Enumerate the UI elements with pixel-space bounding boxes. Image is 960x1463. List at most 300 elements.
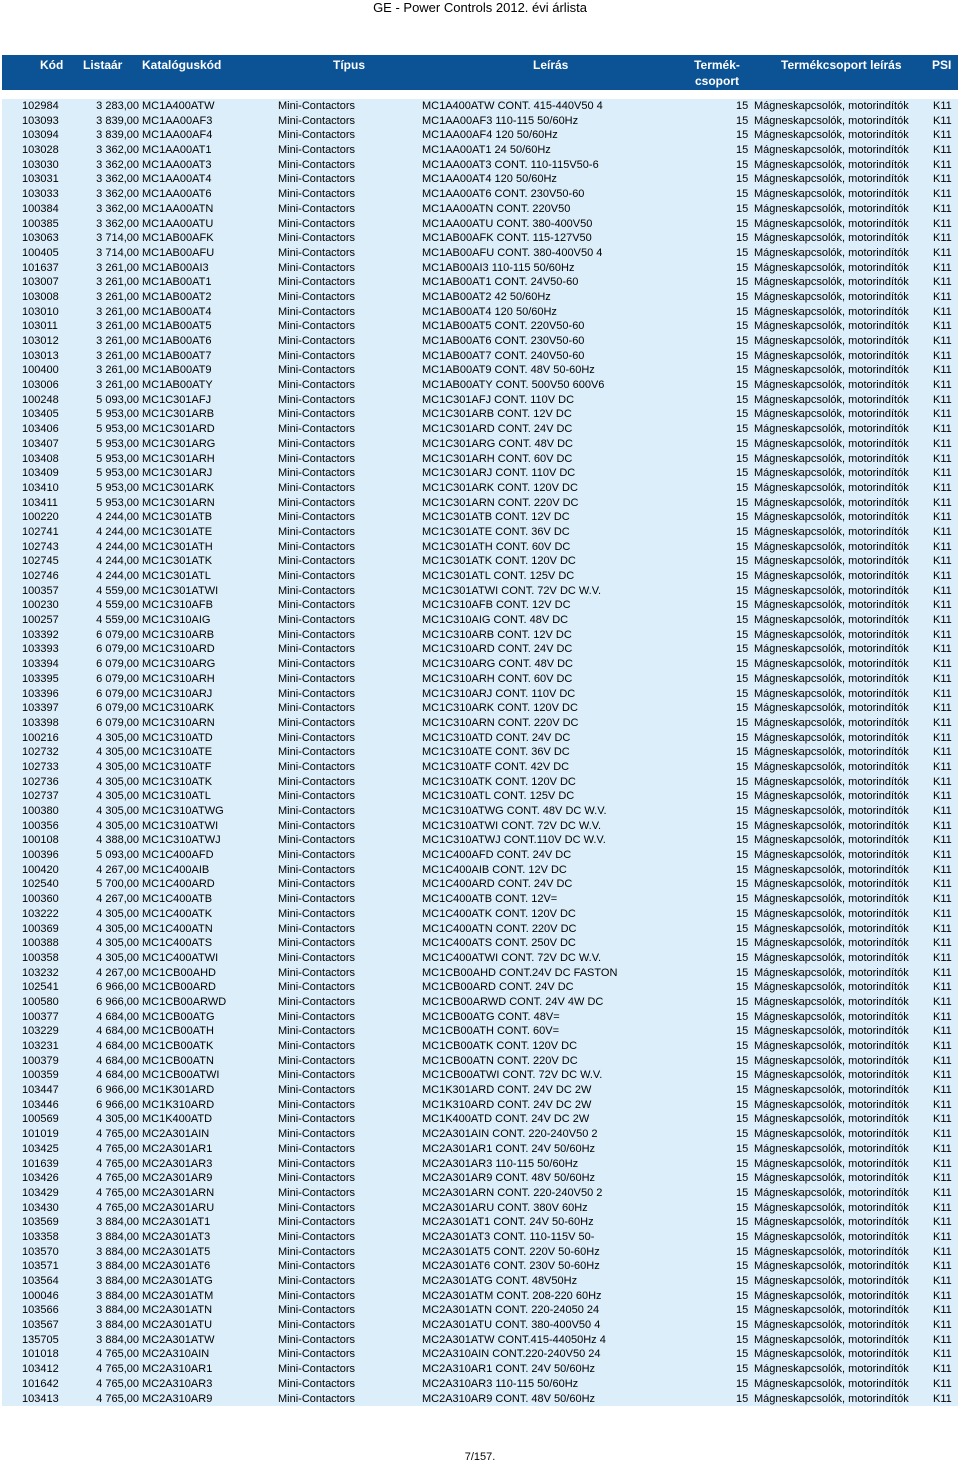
cell-listaar: 3 362,00 — [96, 158, 139, 171]
cell-psi: K11 — [933, 305, 952, 318]
cell-termekcsoport-leiras: Mágneskapcsolók, motorindítók — [754, 481, 909, 494]
cell-kod: 103397 — [22, 702, 59, 715]
cell-psi: K11 — [933, 628, 952, 641]
cell-kod: 100220 — [22, 511, 59, 524]
cell-psi: K11 — [933, 1319, 952, 1332]
cell-katalogus: MC1C400ARD — [142, 878, 215, 891]
cell-tipus: Mini-Contactors — [278, 276, 356, 289]
cell-tipus: Mini-Contactors — [278, 423, 356, 436]
cell-kod: 103094 — [22, 129, 59, 142]
cell-kod: 103446 — [22, 1098, 59, 1111]
table-row — [2, 1274, 958, 1289]
cell-listaar: 3 884,00 — [96, 1230, 139, 1243]
cell-psi: K11 — [933, 1216, 952, 1229]
cell-termekcsoport: 15 — [736, 305, 749, 318]
cell-psi: K11 — [933, 1010, 952, 1023]
cell-leiras: MC2A310AIN CONT.220-240V50 24 — [422, 1348, 601, 1361]
cell-termekcsoport: 15 — [736, 1245, 749, 1258]
cell-termekcsoport-leiras: Mágneskapcsolók, motorindítók — [754, 1069, 909, 1082]
table-row — [2, 584, 958, 599]
cell-termekcsoport-leiras: Mágneskapcsolók, motorindítók — [754, 1025, 909, 1038]
cell-psi: K11 — [933, 525, 952, 538]
cell-psi: K11 — [933, 1377, 952, 1390]
header-psi: PSI — [932, 58, 952, 72]
cell-leiras: MC2A301AT3 CONT. 110-115V 50- — [422, 1230, 595, 1243]
cell-termekcsoport-leiras: Mágneskapcsolók, motorindítók — [754, 1216, 909, 1229]
cell-termekcsoport: 15 — [736, 1289, 749, 1302]
cell-termekcsoport-leiras: Mágneskapcsolók, motorindítók — [754, 966, 909, 979]
table-row — [2, 554, 958, 569]
cell-psi: K11 — [933, 819, 952, 832]
cell-tipus: Mini-Contactors — [278, 437, 356, 450]
cell-katalogus: MC1C301ATK — [142, 555, 213, 568]
cell-kod: 100385 — [22, 217, 59, 230]
cell-kod: 100405 — [22, 246, 59, 259]
cell-termekcsoport: 15 — [736, 966, 749, 979]
table-row — [2, 804, 958, 819]
cell-termekcsoport: 15 — [736, 981, 749, 994]
cell-tipus: Mini-Contactors — [278, 1098, 356, 1111]
cell-leiras: MC1C400ATS CONT. 250V DC — [422, 937, 576, 950]
cell-kod: 103013 — [22, 349, 59, 362]
table-row — [2, 642, 958, 657]
cell-listaar: 4 244,00 — [96, 511, 139, 524]
cell-katalogus: MC1AA00AT1 — [142, 144, 212, 157]
cell-kod: 103409 — [22, 467, 59, 480]
cell-leiras: MC1C301ARK CONT. 120V DC — [422, 481, 578, 494]
cell-termekcsoport-leiras: Mágneskapcsolók, motorindítók — [754, 1392, 909, 1405]
cell-termekcsoport: 15 — [736, 1186, 749, 1199]
cell-psi: K11 — [933, 790, 952, 803]
cell-psi: K11 — [933, 423, 952, 436]
table-row — [2, 848, 958, 863]
cell-leiras: MC1C400ATN CONT. 220V DC — [422, 922, 577, 935]
cell-tipus: Mini-Contactors — [278, 937, 356, 950]
cell-tipus: Mini-Contactors — [278, 217, 356, 230]
cell-leiras: MC1C310ARN CONT. 220V DC — [422, 716, 579, 729]
price-table — [2, 99, 958, 1406]
header-kod: Kód — [40, 58, 64, 72]
cell-psi: K11 — [933, 158, 952, 171]
table-row — [2, 540, 958, 555]
cell-katalogus: MC1AA00ATN — [142, 202, 214, 215]
cell-katalogus: MC1C310AFB — [142, 599, 213, 612]
cell-tipus: Mini-Contactors — [278, 995, 356, 1008]
cell-termekcsoport: 15 — [736, 393, 749, 406]
cell-termekcsoport: 15 — [736, 452, 749, 465]
cell-kod: 103063 — [22, 232, 59, 245]
cell-leiras: MC1AB00AT9 CONT. 48V 50-60Hz — [422, 364, 595, 377]
cell-termekcsoport-leiras: Mágneskapcsolók, motorindítók — [754, 1186, 909, 1199]
cell-termekcsoport-leiras: Mágneskapcsolók, motorindítók — [754, 217, 909, 230]
cell-tipus: Mini-Contactors — [278, 1319, 356, 1332]
cell-termekcsoport-leiras: Mágneskapcsolók, motorindítók — [754, 1172, 909, 1185]
cell-kod: 103093 — [22, 114, 59, 127]
cell-kod: 103410 — [22, 481, 59, 494]
cell-termekcsoport: 15 — [736, 1216, 749, 1229]
cell-termekcsoport: 15 — [736, 114, 749, 127]
cell-tipus: Mini-Contactors — [278, 1289, 356, 1302]
cell-katalogus: MC1C301ARJ — [142, 467, 213, 480]
table-row — [2, 231, 958, 246]
cell-termekcsoport-leiras: Mágneskapcsolók, motorindítók — [754, 1142, 909, 1155]
cell-katalogus: MC1AB00AFU — [142, 246, 215, 259]
cell-psi: K11 — [933, 1054, 952, 1067]
cell-termekcsoport-leiras: Mágneskapcsolók, motorindítók — [754, 335, 909, 347]
cell-leiras: MC1AB00AFU CONT. 380-400V50 4 — [422, 246, 603, 259]
cell-listaar: 4 267,00 — [96, 863, 139, 876]
cell-kod: 101637 — [22, 261, 59, 274]
cell-katalogus: MC1C310ATL — [142, 790, 211, 803]
cell-katalogus: MC1C310ATWI — [142, 819, 219, 832]
cell-listaar: 4 244,00 — [96, 540, 139, 553]
cell-kod: 102540 — [22, 878, 59, 891]
cell-tipus: Mini-Contactors — [278, 746, 356, 759]
cell-kod: 100046 — [22, 1289, 59, 1302]
cell-listaar: 6 966,00 — [96, 981, 139, 994]
cell-leiras: MC1AB00ATY CONT. 500V50 600V6 — [422, 379, 605, 392]
cell-psi: K11 — [933, 614, 952, 627]
cell-termekcsoport-leiras: Mágneskapcsolók, motorindítók — [754, 437, 909, 450]
cell-listaar: 4 244,00 — [96, 570, 139, 582]
cell-termekcsoport-leiras: Mágneskapcsolók, motorindítók — [754, 687, 909, 700]
cell-kod: 100388 — [22, 937, 59, 950]
cell-listaar: 6 966,00 — [96, 1084, 139, 1097]
cell-psi: K11 — [933, 1069, 952, 1082]
cell-termekcsoport-leiras: Mágneskapcsolók, motorindítók — [754, 834, 909, 847]
cell-termekcsoport-leiras: Mágneskapcsolók, motorindítók — [754, 129, 909, 142]
cell-termekcsoport: 15 — [736, 379, 749, 392]
cell-katalogus: MC2A301AR9 — [142, 1172, 213, 1185]
table-row — [2, 1142, 958, 1157]
cell-leiras: MC2A301ATG CONT. 48V50Hz — [422, 1275, 578, 1287]
cell-psi: K11 — [933, 349, 952, 362]
table-row — [2, 363, 958, 378]
cell-termekcsoport-leiras: Mágneskapcsolók, motorindítók — [754, 878, 909, 891]
cell-leiras: MC1C400ATWI CONT. 72V DC W.V. — [422, 951, 602, 964]
cell-termekcsoport-leiras: Mágneskapcsolók, motorindítók — [754, 100, 909, 112]
cell-termekcsoport-leiras: Mágneskapcsolók, motorindítók — [754, 202, 909, 215]
table-row — [2, 378, 958, 393]
cell-leiras: MC1C310ARJ CONT. 110V DC — [422, 687, 576, 700]
cell-kod: 103569 — [22, 1216, 59, 1229]
cell-kod: 103395 — [22, 672, 59, 685]
cell-kod: 102741 — [22, 525, 59, 538]
cell-kod: 102743 — [22, 540, 59, 553]
cell-termekcsoport-leiras: Mágneskapcsolók, motorindítók — [754, 1275, 909, 1287]
cell-termekcsoport-leiras: Mágneskapcsolók, motorindítók — [754, 408, 909, 421]
table-row — [2, 863, 958, 878]
cell-kod: 103406 — [22, 423, 59, 436]
cell-tipus: Mini-Contactors — [278, 805, 356, 817]
cell-psi: K11 — [933, 716, 952, 729]
cell-termekcsoport-leiras: Mágneskapcsolók, motorindítók — [754, 731, 909, 744]
cell-katalogus: MC1C310ATWJ — [142, 834, 221, 847]
cell-termekcsoport: 15 — [736, 1142, 749, 1155]
cell-leiras: MC1C310ARB CONT. 12V DC — [422, 628, 572, 641]
cell-listaar: 4 305,00 — [96, 922, 139, 935]
cell-psi: K11 — [933, 555, 952, 568]
cell-katalogus: MC1C301ARB — [142, 408, 215, 421]
cell-termekcsoport-leiras: Mágneskapcsolók, motorindítók — [754, 1289, 909, 1302]
cell-katalogus: MC2A301AT6 — [142, 1260, 211, 1273]
table-row — [2, 628, 958, 643]
cell-listaar: 4 559,00 — [96, 584, 139, 597]
cell-leiras: MC1C301ARH CONT. 60V DC — [422, 452, 573, 465]
cell-termekcsoport: 15 — [736, 320, 749, 333]
cell-kod: 103392 — [22, 628, 59, 641]
cell-tipus: Mini-Contactors — [278, 599, 356, 612]
table-row — [2, 334, 958, 349]
cell-leiras: MC2A301ATU CONT. 380-400V50 4 — [422, 1319, 601, 1332]
cell-listaar: 6 079,00 — [96, 716, 139, 729]
cell-leiras: MC1C400ARD CONT. 24V DC — [422, 878, 573, 891]
cell-leiras: MC1AA00ATN CONT. 220V50 — [422, 202, 571, 215]
cell-listaar: 6 079,00 — [96, 687, 139, 700]
cell-kod: 100248 — [22, 393, 59, 406]
cell-katalogus: MC1AB00AT9 — [142, 364, 212, 377]
cell-termekcsoport-leiras: Mágneskapcsolók, motorindítók — [754, 540, 909, 553]
cell-listaar: 4 684,00 — [96, 1025, 139, 1038]
cell-katalogus: MC2A301ATU — [142, 1319, 213, 1332]
cell-termekcsoport: 15 — [736, 408, 749, 421]
cell-katalogus: MC2A301AR3 — [142, 1157, 213, 1170]
cell-leiras: MC1AB00AT6 CONT. 230V50-60 — [422, 335, 585, 347]
table-row — [2, 1039, 958, 1054]
cell-leiras: MC1CB00ATG CONT. 48V= — [422, 1010, 560, 1023]
cell-tipus: Mini-Contactors — [278, 1025, 356, 1038]
cell-termekcsoport-leiras: Mágneskapcsolók, motorindítók — [754, 1098, 909, 1111]
cell-termekcsoport: 15 — [736, 540, 749, 553]
cell-leiras: MC1C310ARD CONT. 24V DC — [422, 643, 573, 656]
cell-tipus: Mini-Contactors — [278, 628, 356, 641]
cell-tipus: Mini-Contactors — [278, 349, 356, 362]
cell-leiras: MC1C301ARG CONT. 48V DC — [422, 437, 573, 450]
cell-leiras: MC1C310ATE CONT. 36V DC — [422, 746, 570, 759]
cell-katalogus: MC1C301ATWI — [142, 584, 219, 597]
cell-kod: 100369 — [22, 922, 59, 935]
cell-leiras: MC2A301AR9 CONT. 48V 50/60Hz — [422, 1172, 596, 1185]
table-row — [2, 1098, 958, 1113]
cell-leiras: MC1AA00AF4 120 50/60Hz — [422, 129, 558, 142]
cell-psi: K11 — [933, 481, 952, 494]
cell-tipus: Mini-Contactors — [278, 893, 356, 906]
cell-katalogus: MC1CB00ATK — [142, 1040, 214, 1052]
cell-leiras: MC1CB00ARWD CONT. 24V 4W DC — [422, 995, 604, 1008]
cell-psi: K11 — [933, 951, 952, 964]
cell-termekcsoport: 15 — [736, 849, 749, 862]
cell-termekcsoport-leiras: Mágneskapcsolók, motorindítók — [754, 628, 909, 641]
cell-listaar: 3 261,00 — [96, 261, 139, 274]
cell-listaar: 4 684,00 — [96, 1054, 139, 1067]
cell-katalogus: MC1C301ARD — [142, 423, 215, 436]
cell-katalogus: MC2A301ATN — [142, 1304, 213, 1317]
header-tipus: Típus — [333, 58, 365, 72]
cell-psi: K11 — [933, 100, 952, 112]
cell-kod: 135705 — [22, 1333, 59, 1346]
cell-katalogus: MC1C301ARN — [142, 496, 215, 509]
cell-psi: K11 — [933, 364, 952, 377]
cell-kod: 100108 — [22, 834, 59, 847]
cell-termekcsoport: 15 — [736, 1333, 749, 1346]
cell-listaar: 3 884,00 — [96, 1319, 139, 1332]
cell-katalogus: MC1AA00AT4 — [142, 173, 212, 186]
cell-leiras: MC2A301AT5 CONT. 220V 50-60Hz — [422, 1245, 600, 1258]
cell-termekcsoport-leiras: Mágneskapcsolók, motorindítók — [754, 1040, 909, 1052]
cell-psi: K11 — [933, 849, 952, 862]
cell-termekcsoport-leiras: Mágneskapcsolók, motorindítók — [754, 1304, 909, 1317]
cell-katalogus: MC1CB00ATG — [142, 1010, 215, 1023]
cell-termekcsoport-leiras: Mágneskapcsolók, motorindítók — [754, 423, 909, 436]
cell-tipus: Mini-Contactors — [278, 481, 356, 494]
cell-psi: K11 — [933, 1084, 952, 1097]
table-row — [2, 407, 958, 422]
cell-kod: 102541 — [22, 981, 59, 994]
cell-katalogus: MC2A301ATW — [142, 1333, 215, 1346]
cell-termekcsoport: 15 — [736, 599, 749, 612]
table-row — [2, 1333, 958, 1348]
table-row — [2, 657, 958, 672]
cell-listaar: 4 305,00 — [96, 819, 139, 832]
cell-katalogus: MC1AB00ATY — [142, 379, 213, 392]
cell-katalogus: MC1C310ARK — [142, 702, 215, 715]
cell-psi: K11 — [933, 290, 952, 303]
cell-psi: K11 — [933, 1201, 952, 1214]
cell-leiras: MC1C301ATE CONT. 36V DC — [422, 525, 570, 538]
cell-tipus: Mini-Contactors — [278, 922, 356, 935]
cell-listaar: 4 305,00 — [96, 760, 139, 773]
cell-listaar: 3 362,00 — [96, 188, 139, 201]
cell-psi: K11 — [933, 687, 952, 700]
table-row — [2, 290, 958, 305]
table-row — [2, 1347, 958, 1362]
cell-listaar: 4 765,00 — [96, 1172, 139, 1185]
cell-psi: K11 — [933, 540, 952, 553]
cell-listaar: 3 884,00 — [96, 1245, 139, 1258]
cell-tipus: Mini-Contactors — [278, 261, 356, 274]
table-row — [2, 1186, 958, 1201]
cell-katalogus: MC1CB00AHD — [142, 966, 216, 979]
cell-listaar: 3 884,00 — [96, 1333, 139, 1346]
cell-listaar: 3 261,00 — [96, 305, 139, 318]
cell-kod: 101639 — [22, 1157, 59, 1170]
cell-leiras: MC2A310AR3 110-115 50/60Hz — [422, 1377, 579, 1390]
cell-tipus: Mini-Contactors — [278, 232, 356, 245]
table-row — [2, 510, 958, 525]
cell-termekcsoport-leiras: Mágneskapcsolók, motorindítók — [754, 893, 909, 906]
table-row — [2, 701, 958, 716]
cell-termekcsoport-leiras: Mágneskapcsolók, motorindítók — [754, 1084, 909, 1097]
cell-katalogus: MC1C400ATN — [142, 922, 213, 935]
cell-termekcsoport: 15 — [736, 643, 749, 656]
cell-psi: K11 — [933, 393, 952, 406]
cell-termekcsoport-leiras: Mágneskapcsolók, motorindítók — [754, 1260, 909, 1273]
page-title: GE - Power Controls 2012. évi árlista — [373, 0, 587, 15]
cell-leiras: MC1C310AIG CONT. 48V DC — [422, 614, 569, 627]
cell-tipus: Mini-Contactors — [278, 584, 356, 597]
table-row — [2, 1010, 958, 1025]
cell-tipus: Mini-Contactors — [278, 614, 356, 627]
cell-kod: 100384 — [22, 202, 59, 215]
cell-leiras: MC2A301AIN CONT. 220-240V50 2 — [422, 1128, 598, 1141]
header-katalogus: Katalóguskód — [142, 58, 222, 72]
cell-listaar: 4 305,00 — [96, 731, 139, 744]
cell-katalogus: MC1K301ARD — [142, 1084, 215, 1097]
cell-leiras: MC1AA00AT6 CONT. 230V50-60 — [422, 188, 585, 201]
cell-termekcsoport: 15 — [736, 525, 749, 538]
cell-termekcsoport-leiras: Mágneskapcsolók, motorindítók — [754, 290, 909, 303]
cell-termekcsoport: 15 — [736, 863, 749, 876]
cell-listaar: 4 267,00 — [96, 893, 139, 906]
cell-kod: 103426 — [22, 1172, 59, 1185]
cell-termekcsoport-leiras: Mágneskapcsolók, motorindítók — [754, 746, 909, 759]
cell-psi: K11 — [933, 937, 952, 950]
cell-listaar: 4 305,00 — [96, 937, 139, 950]
cell-katalogus: MC1C400ATK — [142, 907, 213, 920]
cell-termekcsoport: 15 — [736, 687, 749, 700]
cell-termekcsoport: 15 — [736, 144, 749, 157]
cell-termekcsoport: 15 — [736, 1363, 749, 1376]
cell-psi: K11 — [933, 834, 952, 847]
table-row — [2, 187, 958, 202]
cell-termekcsoport: 15 — [736, 423, 749, 436]
cell-listaar: 3 261,00 — [96, 290, 139, 303]
cell-listaar: 5 953,00 — [96, 467, 139, 480]
table-row — [2, 217, 958, 232]
cell-leiras: MC2A301ARN CONT. 220-240V50 2 — [422, 1186, 603, 1199]
table-row — [2, 1112, 958, 1127]
cell-termekcsoport: 15 — [736, 1098, 749, 1111]
cell-termekcsoport: 15 — [736, 349, 749, 362]
cell-leiras: MC1C301ATB CONT. 12V DC — [422, 511, 570, 524]
cell-leiras: MC2A301ATN CONT. 220-24050 24 — [422, 1304, 600, 1317]
cell-tipus: Mini-Contactors — [278, 1084, 356, 1097]
cell-psi: K11 — [933, 1392, 952, 1405]
cell-termekcsoport: 15 — [736, 511, 749, 524]
cell-leiras: MC1AA00AT4 120 50/60Hz — [422, 173, 557, 186]
cell-kod: 103012 — [22, 335, 59, 347]
table-row — [2, 1392, 958, 1407]
table-row — [2, 731, 958, 746]
cell-termekcsoport: 15 — [736, 232, 749, 245]
cell-katalogus: MC2A310AIN — [142, 1348, 210, 1361]
cell-tipus: Mini-Contactors — [278, 1128, 356, 1141]
cell-kod: 103393 — [22, 643, 59, 656]
cell-termekcsoport: 15 — [736, 437, 749, 450]
cell-listaar: 3 362,00 — [96, 144, 139, 157]
cell-tipus: Mini-Contactors — [278, 364, 356, 377]
cell-listaar: 4 559,00 — [96, 614, 139, 627]
cell-kod: 103358 — [22, 1230, 59, 1243]
cell-termekcsoport: 15 — [736, 467, 749, 480]
cell-katalogus: MC1AB00AI3 — [142, 261, 209, 274]
cell-termekcsoport-leiras: Mágneskapcsolók, motorindítók — [754, 570, 909, 582]
cell-listaar: 3 714,00 — [96, 232, 139, 245]
table-row — [2, 936, 958, 951]
cell-leiras: MC2A301ARU CONT. 380V 60Hz — [422, 1201, 588, 1214]
cell-kod: 100569 — [22, 1113, 59, 1126]
cell-kod: 103447 — [22, 1084, 59, 1097]
cell-leiras: MC1C310AFB CONT. 12V DC — [422, 599, 571, 612]
table-row — [2, 128, 958, 143]
cell-kod: 102732 — [22, 746, 59, 759]
cell-listaar: 4 765,00 — [96, 1186, 139, 1199]
cell-psi: K11 — [933, 672, 952, 685]
cell-tipus: Mini-Contactors — [278, 511, 356, 524]
cell-kod: 103570 — [22, 1245, 59, 1258]
cell-katalogus: MC1AB00AFK — [142, 232, 214, 245]
cell-psi: K11 — [933, 232, 952, 245]
